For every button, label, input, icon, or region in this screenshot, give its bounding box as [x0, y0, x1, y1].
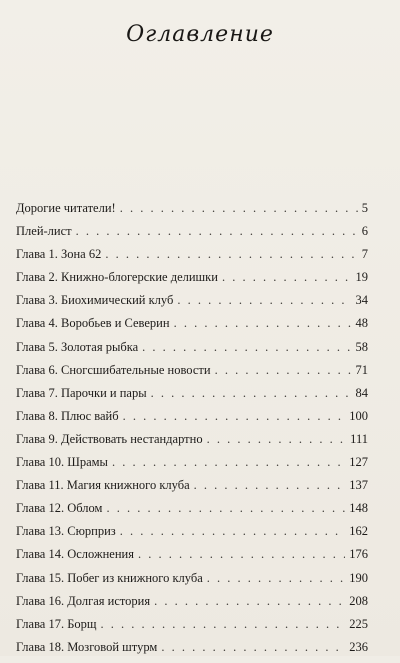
toc-entry-title: Глава 4. Воробьев и Северин [16, 316, 170, 331]
toc-entry-page: 71 [355, 362, 368, 377]
toc-entry [16, 547, 368, 570]
dot-leader [194, 478, 346, 493]
toc-entry-title: Глава 9. Действовать нестандартно [16, 431, 203, 446]
toc-entry-title: Глава 3. Биохимический клуб [16, 293, 174, 308]
dot-leader [101, 617, 346, 632]
dot-leader [76, 224, 358, 239]
toc-entry-title: Дорогие читатели! [16, 201, 116, 215]
dot-leader [161, 640, 345, 655]
toc-entry [16, 363, 368, 386]
toc-entry [16, 501, 368, 524]
toc-entry [16, 432, 368, 455]
toc-entry [16, 478, 368, 501]
toc-entry [16, 594, 368, 617]
dot-leader [215, 363, 352, 378]
toc-entry [16, 340, 368, 363]
toc-entry-title: Глава 5. Золотая рыбка [16, 339, 139, 354]
toc-entry-page: 148 [349, 501, 368, 516]
toc-entry-title: Глава 1. Зона 62 [16, 247, 102, 262]
toc-entry-title: Глава 15. Побег из книжного клуба [16, 570, 203, 585]
toc-entry-title: Глава 13. Сюрприз [16, 524, 116, 539]
toc-entry [16, 640, 368, 663]
toc-entry [16, 247, 368, 270]
toc-entry-page: 236 [349, 639, 368, 654]
toc-entry-title: Глава 12. Облом [16, 501, 103, 516]
toc-entry [16, 316, 368, 339]
dot-leader [142, 340, 351, 355]
dot-leader [138, 547, 345, 562]
toc-entry-page: 48 [355, 316, 368, 331]
toc-entry-title: Глава 16. Долгая история [16, 593, 151, 608]
toc-entry-title: Глава 7. Парочки и пары [16, 385, 147, 400]
toc-entry [16, 201, 368, 224]
toc-entry [16, 524, 368, 547]
toc-entry-page: 208 [349, 593, 368, 608]
toc-entry-title: Плей-лист [16, 224, 72, 239]
toc-entry-page: 5 [361, 201, 368, 215]
toc-entry [16, 571, 368, 594]
dot-leader [112, 455, 345, 470]
dot-leader [177, 293, 351, 308]
toc-entry-title: Глава 2. Книжно-блогерские делишки [16, 270, 218, 285]
dot-leader [106, 501, 345, 516]
toc-entry-title: Глава 10. Шрамы [16, 455, 108, 470]
toc-entry-page: 111 [350, 431, 368, 446]
toc-entry-page: 137 [349, 478, 368, 493]
toc-entry-title: Глава 18. Мозговой штурм [16, 639, 158, 654]
dot-leader [174, 316, 352, 331]
dot-leader [105, 247, 357, 262]
toc-entry [16, 386, 368, 409]
toc-entry-page: 34 [355, 293, 368, 308]
toc-entry [16, 617, 368, 640]
dot-leader [207, 571, 345, 586]
dot-leader [222, 270, 352, 285]
toc-entry-page: 127 [349, 455, 368, 470]
toc-entry [16, 455, 368, 478]
toc-entry-title: Глава 6. Сногсшибательные новости [16, 362, 211, 377]
toc-entry-page: 176 [349, 547, 368, 562]
toc-entry-page: 162 [349, 524, 368, 539]
dot-leader [154, 594, 345, 609]
toc-entry-title: Глава 17. Борщ [16, 616, 97, 631]
page-title: Оглавление [126, 22, 274, 47]
toc-entry-page: 100 [349, 408, 368, 423]
toc-entry [16, 224, 368, 247]
dot-leader [151, 386, 352, 401]
dot-leader [120, 201, 358, 216]
toc-entry-title: Глава 8. Плюс вайб [16, 408, 119, 423]
toc-entry [16, 409, 368, 432]
toc-entry-page: 190 [349, 570, 368, 585]
toc-entry-title: Глава 14. Осложнения [16, 547, 134, 562]
toc-entry-page: 6 [361, 224, 368, 239]
toc-entry-page: 58 [355, 339, 368, 354]
toc-entry-page: 84 [355, 385, 368, 400]
toc-entry [16, 293, 368, 316]
dot-leader [123, 409, 346, 424]
toc-entry-page: 225 [349, 616, 368, 631]
toc-entry-title: Глава 11. Магия книжного клуба [16, 478, 190, 493]
table-of-contents [16, 201, 368, 663]
dot-leader [120, 524, 346, 539]
toc-entry [16, 270, 368, 293]
dot-leader [207, 432, 347, 447]
toc-entry-page: 7 [361, 247, 368, 262]
toc-entry-page: 19 [355, 270, 368, 285]
